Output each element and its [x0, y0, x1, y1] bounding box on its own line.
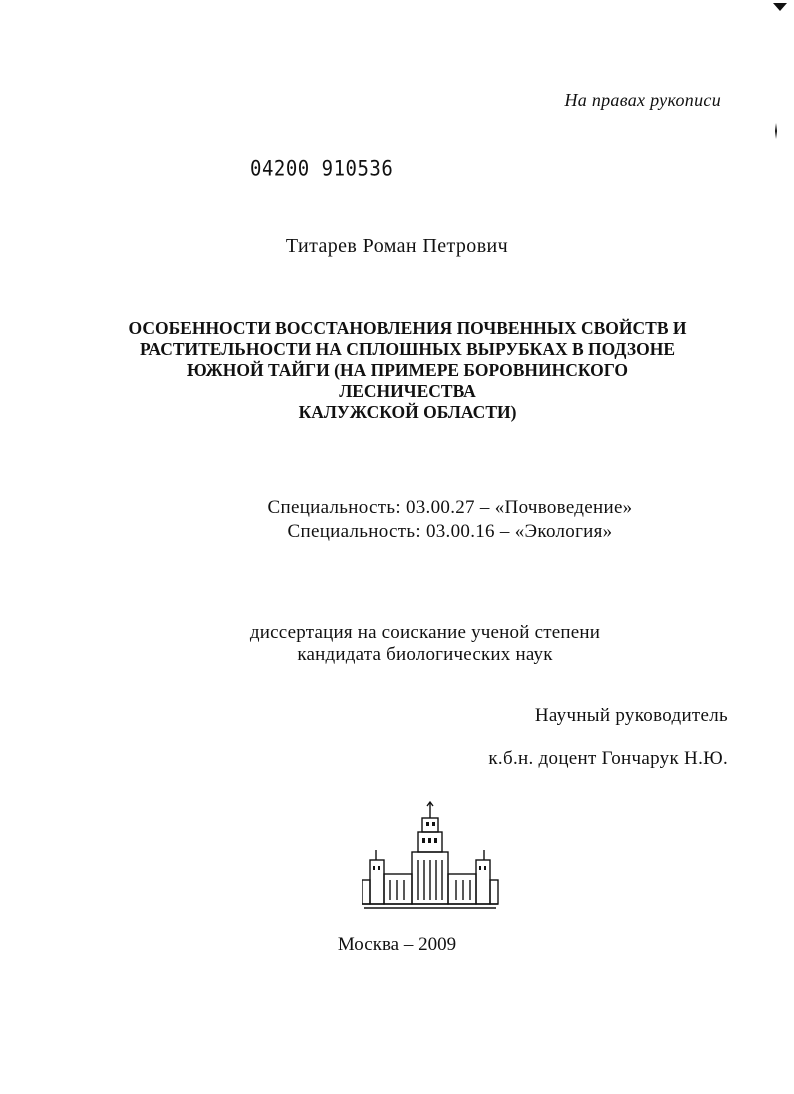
specialty-line: Специальность: 03.00.27 – «Почвоведение» — [267, 497, 633, 518]
supervisor-name: к.б.н. доцент Гончарук Н.Ю. — [488, 748, 728, 769]
author-name: Титарев Роман Петрович — [285, 235, 509, 257]
supervisor-label: Научный руководитель — [534, 705, 728, 726]
rights-note: На правах рукописи — [564, 90, 721, 110]
specialty-line: Специальность: 03.00.16 – «Экология» — [287, 521, 613, 542]
city-year: Москва – 2009 — [337, 934, 457, 955]
dissertation-line: диссертация на соискание ученой степени — [249, 622, 601, 643]
catalog-code: 04200 910536 — [250, 156, 394, 182]
title-line: ЮЖНОЙ ТАЙГИ (НА ПРИМЕРЕ БОРОВНИНСКОГО ЛЕСНИЧЕСТВА — [186, 360, 629, 401]
title-line: ОСОБЕННОСТИ ВОССТАНОВЛЕНИЯ ПОЧВЕННЫХ СВОЙСТВ И — [128, 318, 687, 338]
thesis-title — [120, 318, 695, 423]
msu-main-building-icon — [362, 800, 502, 910]
dissertation-type — [160, 622, 690, 666]
title-line: РАСТИТЕЛЬНОСТИ НА СПЛОШНЫХ ВЫРУБКАХ В ПОДЗОНЕ — [139, 339, 676, 359]
title-line: КАЛУЖСКОЙ ОБЛАСТИ) — [298, 402, 517, 422]
specialties-block — [210, 496, 690, 544]
dissertation-line: кандидата биологических наук — [297, 644, 553, 665]
scan-mark-edge — [774, 123, 778, 139]
scan-mark-corner — [772, 2, 788, 12]
